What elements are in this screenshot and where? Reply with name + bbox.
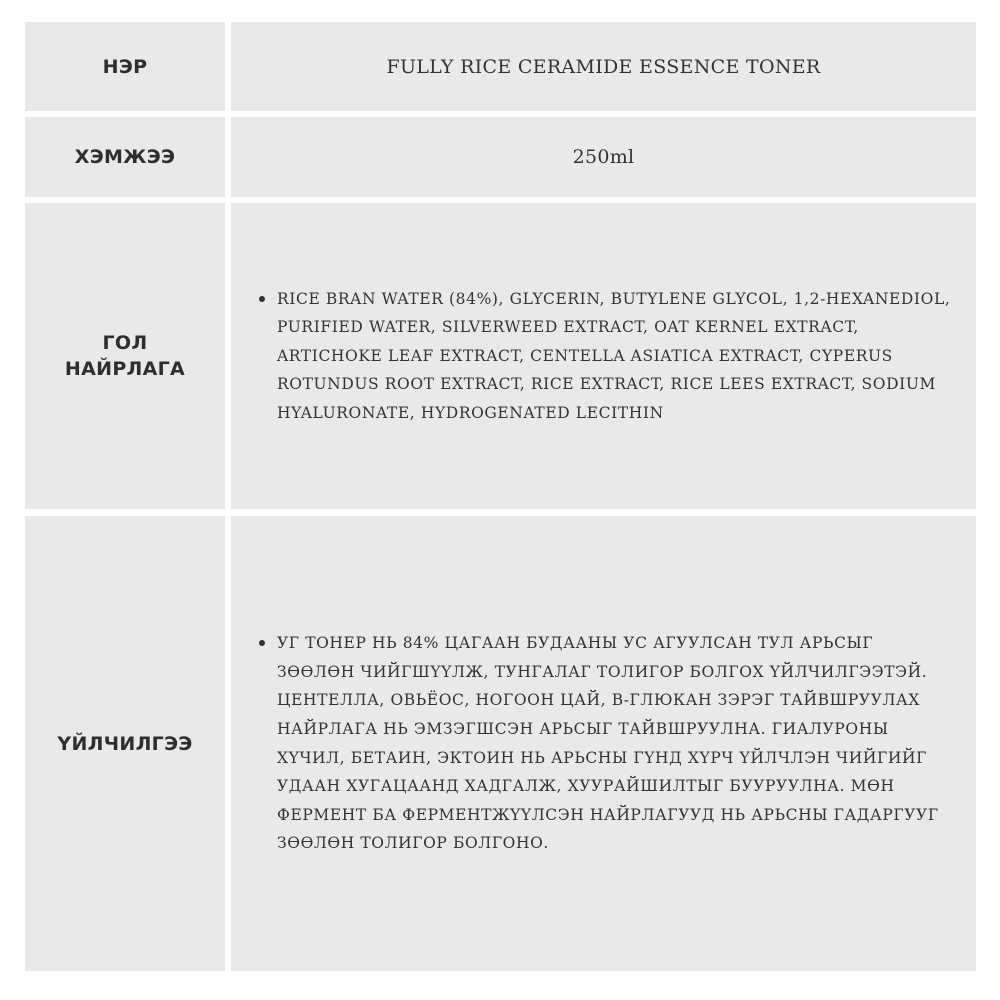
ingredients-text: RICE BRAN WATER (84%), GLYCERIN, BUTYLENE GLYCOL, 1,2-HEXANEDIOL, PURIFIED WATER, SILVERWEED EXTRACT, OAT KERNEL EXTRACT, ARTICHOKE LEAF EXTRACT, CENTELLA ASIATICA EXTRACT, CYPERUS ROTUNDUS ROOT EXTRACT, RICE EXTRACT, RICE LEES EXTRACT, SODIUM HYALURONATE, HYDROGENATED LECITHIN bbox=[277, 289, 951, 422]
ingredients-value-cell bbox=[231, 203, 976, 509]
size-label: ХЭМЖЭЭ bbox=[74, 146, 176, 168]
bullet-icon bbox=[259, 296, 265, 302]
ingredients-label-cell bbox=[25, 203, 225, 509]
size-value-cell bbox=[231, 117, 976, 197]
product-size: 250ml bbox=[572, 146, 635, 168]
name-value-cell bbox=[231, 22, 976, 111]
list-item bbox=[259, 285, 952, 428]
effects-text: УГ ТОНЕР НЬ 84% ЦАГААН БУДААНЫ УС АГУУЛСАН ТУЛ АРЬСЫГ ЗӨӨЛӨН ЧИЙГШҮҮЛЖ, ТУНГАЛАГ ТОЛИГОР БОЛГОХ ҮЙЛЧИЛГЭЭТЭЙ. ЦЕНТЕЛЛА, ОВЬЁОС, НОГООН ЦАЙ, В-ГЛЮКАН ЗЭРЭГ ТАЙВШРУУЛАХ НАЙРЛАГА НЬ ЭМЗЭГШСЭН АРЬСЫГ ТАЙВШРУУЛНА. ГИАЛУРОНЫ ХҮЧИЛ, БЕТАИН, ЭКТОИН НЬ АРЬСНЫ ГҮНД ХҮРЧ ҮЙЛЧЛЭН ЧИЙГИЙГ УДААН ХУГАЦААНД ХАДГАЛЖ, ХУУРАЙШИЛТЫГ БУУРУУЛНА. МӨН ФЕРМЕНТ БА ФЕРМЕНТЖҮҮЛСЭН НАЙРЛАГУУД НЬ АРЬСНЫ ГАДАРГУУГ ЗӨӨЛӨН ТОЛИГОР БОЛГОНО. bbox=[277, 634, 939, 853]
bullet-icon bbox=[259, 640, 265, 646]
product-name: FULLY RICE CERAMIDE ESSENCE TONER bbox=[386, 55, 821, 78]
ingredients-list bbox=[259, 285, 952, 428]
effects-value-cell bbox=[231, 516, 976, 971]
name-label: НЭР bbox=[102, 55, 148, 78]
size-label-cell bbox=[25, 117, 225, 197]
name-label-cell bbox=[25, 22, 225, 111]
effects-label: ҮЙЛЧИЛГЭЭ bbox=[57, 732, 193, 755]
effects-list bbox=[259, 629, 952, 858]
ingredients-label: ГОЛ НАЙРЛАГА bbox=[64, 332, 186, 380]
effects-label-cell bbox=[25, 516, 225, 971]
list-item bbox=[259, 629, 952, 858]
